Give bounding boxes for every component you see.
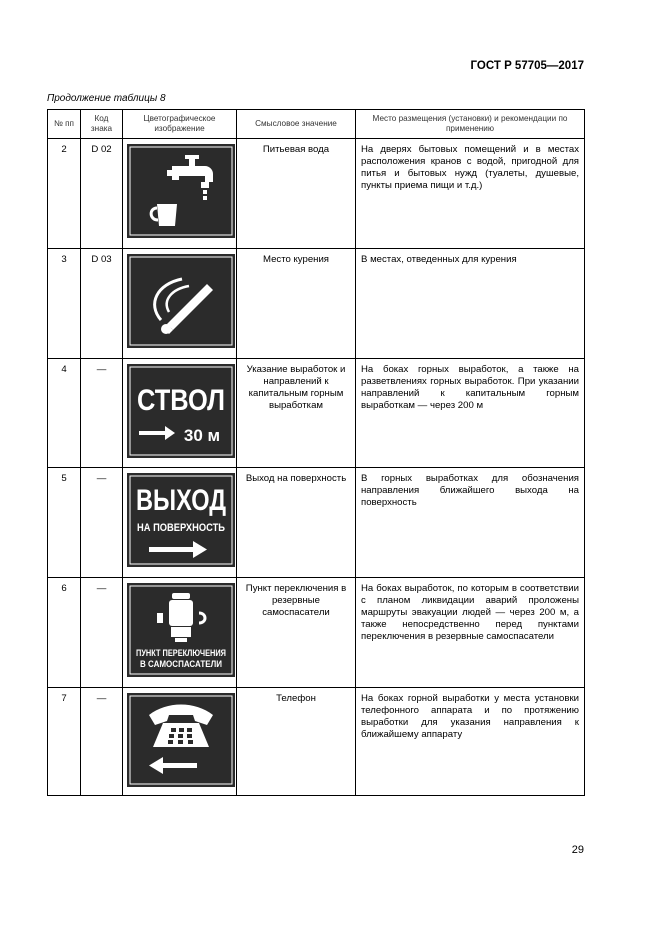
col-header-num: № пп — [48, 110, 81, 139]
shaft-direction-sign — [127, 364, 235, 458]
sign-cell — [123, 688, 237, 796]
sign-cell — [123, 468, 237, 578]
row-placement: На боках горной выработки у места установки телефонного аппарата и по протяжению выработки для указания направления к ближайшему аппарату — [356, 688, 585, 796]
row-code: — — [81, 578, 123, 688]
table-header-row — [48, 110, 585, 139]
row-code: D 02 — [81, 139, 123, 249]
row-code: D 03 — [81, 249, 123, 359]
table-caption: Продолжение таблицы 8 — [47, 93, 166, 104]
row-placement: В местах, отведенных для курения — [356, 249, 585, 359]
row-num: 2 — [48, 139, 81, 249]
sign-cell — [123, 578, 237, 688]
sign-cell — [123, 139, 237, 249]
row-num: 3 — [48, 249, 81, 359]
sign-title: СТВОЛ — [137, 384, 225, 417]
row-num: 5 — [48, 468, 81, 578]
row-num: 7 — [48, 688, 81, 796]
row-placement: В горных выработках для обозначения направления ближайшего выхода на поверхность — [356, 468, 585, 578]
row-placement: На боках выработок, по которым в соответствии с планом ликвидации аварий проложены маршруты эвакуации людей — через 200 м, а также непосредственно перед пунктами переключения в резервные самоспасатели — [356, 578, 585, 688]
sign-distance: 30 м — [183, 426, 221, 445]
smoking-area-sign — [127, 254, 235, 348]
col-header-code: Код знака — [81, 110, 123, 139]
page-number: 29 — [571, 844, 584, 856]
table-row — [48, 249, 585, 359]
row-meaning: Указание выработок и направлений к капитальным горным выработкам — [237, 359, 356, 468]
table-row — [48, 578, 585, 688]
sign-cell — [123, 249, 237, 359]
signs-table — [47, 109, 585, 796]
sign-cell — [123, 359, 237, 468]
row-meaning: Телефон — [237, 688, 356, 796]
row-meaning: Место курения — [237, 249, 356, 359]
row-code: — — [81, 688, 123, 796]
sign-title: ВЫХОД — [136, 484, 226, 517]
row-meaning: Выход на поверхность — [237, 468, 356, 578]
row-code: — — [81, 468, 123, 578]
row-meaning: Питьевая вода — [237, 139, 356, 249]
table-row — [48, 688, 585, 796]
row-placement: На боках горных выработок, а также на разветвлениях горных выработок. При указании направлений к капитальным горным выработкам — через 200 м — [356, 359, 585, 468]
table-row — [48, 468, 585, 578]
sign-subtitle: НА ПОВЕРХНОСТЬ — [137, 522, 226, 534]
standard-number: ГОСТ Р 57705—2017 — [470, 60, 584, 72]
row-meaning: Пункт переключения в резервные самоспасатели — [237, 578, 356, 688]
table-row — [48, 359, 585, 468]
self-rescuer-switch-sign — [127, 583, 235, 677]
table-row — [48, 139, 585, 249]
row-placement: На дверях бытовых помещений и в местах расположения кранов с водой, пригодной для питья и бытовых нужд (туалеты, душевые, пункты приема пищи и т.д.) — [356, 139, 585, 249]
col-header-meaning: Смысловое значение — [237, 110, 356, 139]
row-code: — — [81, 359, 123, 468]
sign-line1: ПУНКТ ПЕРЕКЛЮЧЕНИЯ — [136, 648, 226, 658]
exit-to-surface-sign — [127, 473, 235, 567]
col-header-image: Цветографическое изображение — [123, 110, 237, 139]
telephone-sign — [127, 693, 235, 787]
row-num: 6 — [48, 578, 81, 688]
sign-line2: В САМОСПАСАТЕЛИ — [140, 659, 222, 669]
row-num: 4 — [48, 359, 81, 468]
col-header-placement: Место размещения (установки) и рекомендации по применению — [356, 110, 585, 139]
drinking-water-sign — [127, 144, 235, 238]
